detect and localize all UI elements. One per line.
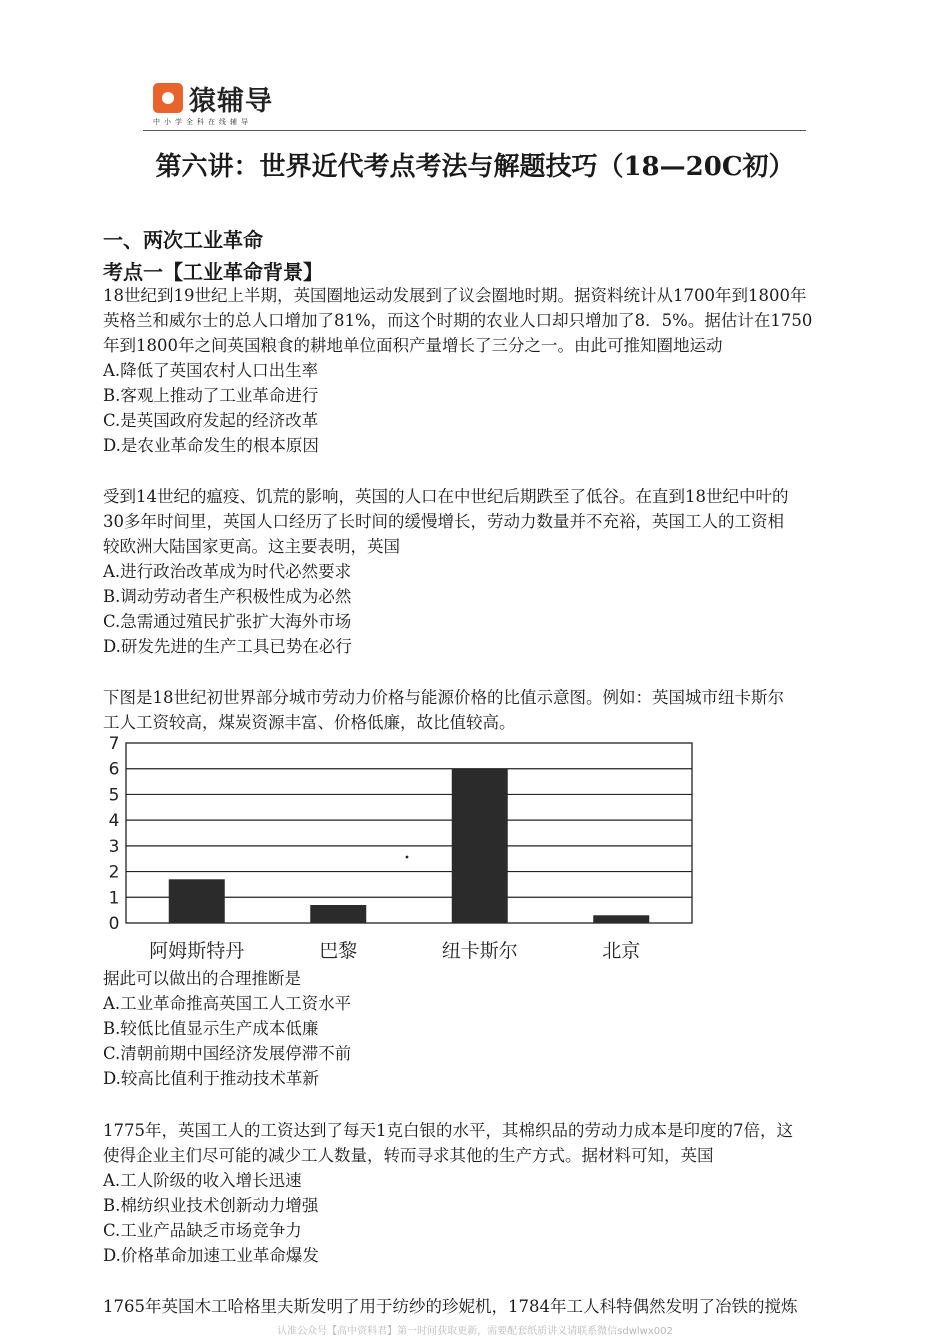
q1-option-c: C.是英国政府发起的经济改革 (103, 411, 319, 430)
logo-tagline: 中小学全科在线辅导 (153, 118, 252, 126)
logo-mark-icon (153, 83, 183, 113)
chart-x-tick-label: 巴黎 (319, 940, 358, 962)
chart-y-tick-label: 3 (108, 836, 120, 857)
q5-stem-line: 1765年英国木工哈格里夫斯发明了用于纺纱的珍妮机，1784年工人科特偶然发明了冶铁的搅炼 (103, 1297, 798, 1316)
chart-x-tick-label: 阿姆斯特丹 (149, 940, 245, 962)
section-heading: 一、两次工业革命 (103, 228, 263, 252)
footer-watermark: 认准公众号【高中资料君】第一时间获取更新，需要配套纸质讲义请联系微信sdwlwx002 (277, 1326, 673, 1337)
q3-option-c: C.清朝前期中国经济发展停滞不前 (103, 1044, 352, 1063)
chart-x-labels (149, 940, 640, 962)
chart-y-tick-label: 2 (108, 862, 120, 883)
q2-stem-line: 较欧洲大陆国家更高。这主要表明，英国 (103, 537, 400, 556)
q3-option-b: B.较低比值显示生产成本低廉 (103, 1019, 319, 1038)
q3-stem-line: 工人工资较高，煤炭资源丰富、价格低廉，故比值较高。 (103, 713, 516, 732)
q2-stem-line: 受到14世纪的瘟疫、饥荒的影响，英国的人口在中世纪后期跌至了低谷。在直到18世纪中叶的 (103, 487, 789, 506)
q2-option-c: C.急需通过殖民扩张扩大海外市场 (103, 612, 352, 631)
q1-option-b: B.客观上推动了工业革命进行 (103, 386, 319, 405)
q3-option-d: D.较高比值利于推动技术革新 (103, 1069, 319, 1088)
q2-option-a: A.进行政治改革成为时代必然要求 (103, 562, 352, 581)
chart-speck (406, 856, 409, 859)
q4-option-b: B.棉纺织业技术创新动力增强 (103, 1196, 319, 1215)
q3-stem-line: 下图是18世纪初世界部分城市劳动力价格与能源价格的比值示意图。例如：英国城市纽卡斯尔 (103, 688, 784, 707)
chart-y-ticks (109, 734, 120, 934)
q1-option-a: A.降低了英国农村人口出生率 (103, 361, 319, 380)
logo-name: 猿辅导 (189, 86, 273, 117)
chart-bar (169, 879, 225, 923)
q1-stem-line: 年到1800年之间英国粮食的耕地单位面积产量增长了三分之一。由此可推知圈地运动 (103, 336, 723, 355)
chart-y-tick-label: 0 (108, 914, 120, 934)
q4-option-a: A.工人阶级的收入增长迅速 (103, 1171, 302, 1190)
q4-stem-line: 1775年，英国工人的工资达到了每天1克白银的水平，其棉织品的劳动力成本是印度的7倍，这 (103, 1121, 793, 1140)
chart-bar (593, 915, 649, 923)
chart-y-tick-label: 4 (108, 811, 120, 832)
q2-option-d: D.研发先进的生产工具已势在必行 (103, 637, 352, 656)
chart-y-tick-label: 1 (108, 888, 120, 909)
q3-question: 据此可以做出的合理推断是 (103, 969, 301, 988)
page-title: 第六讲：世界近代考点考法与解题技巧（18—20C初） (155, 152, 795, 182)
header-divider (143, 130, 806, 131)
chart-bar (452, 769, 508, 923)
chart-y-tick-label: 5 (108, 785, 120, 806)
q4-option-d: D.价格革命加速工业革命爆发 (103, 1246, 319, 1265)
q2-stem-line: 30多年时间里，英国人口经历了长时间的缓慢增长，劳动力数量并不充裕，英国工人的工资相 (103, 512, 784, 531)
chart-y-tick-label: 6 (108, 759, 120, 780)
ratio-bar-chart (100, 733, 720, 965)
q1-option-d: D.是农业革命发生的根本原因 (103, 436, 319, 455)
chart-y-tick-label: 7 (108, 734, 120, 754)
chart-x-tick-label: 纽卡斯尔 (441, 940, 518, 962)
q2-option-b: B.调动劳动者生产积极性成为必然 (103, 587, 352, 606)
chart-x-tick-label: 北京 (602, 940, 641, 962)
q3-option-a: A.工业革命推高英国工人工资水平 (103, 994, 352, 1013)
q1-stem-line: 英格兰和威尔士的总人口增加了81%，而这个时期的农业人口却只增加了8．5%。据估计在1750 (103, 311, 813, 330)
q4-stem-line: 使得企业主们尽可能的减少工人数量，转而寻求其他的生产方式。据材料可知，英国 (103, 1146, 714, 1165)
topic-heading: 考点一【工业革命背景】 (103, 260, 323, 284)
chart-bar (310, 905, 366, 923)
q1-stem-line: 18世纪到19世纪上半期，英国圈地运动发展到了议会圈地时期。据资料统计从1700年到1800年 (103, 286, 807, 305)
q4-option-c: C.工业产品缺乏市场竞争力 (103, 1221, 302, 1240)
